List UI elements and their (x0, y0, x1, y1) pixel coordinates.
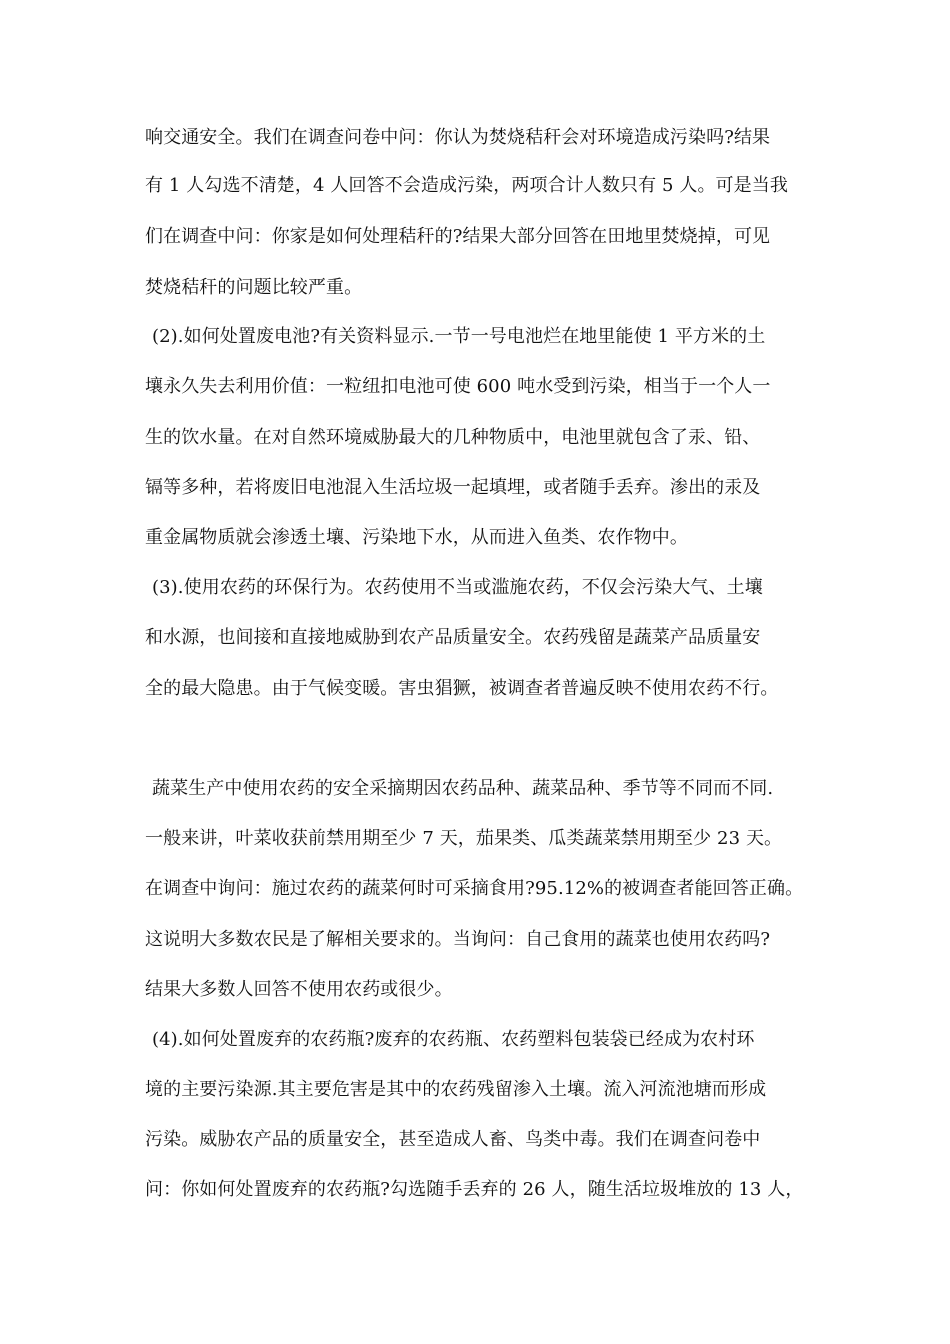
text-line-9: 重金属物质就会渗透土壤、污染地下水，从而进入鱼类、农作物中。 (145, 527, 688, 548)
text-line-12: 全的最大隐患。由于气候变暖。害虫猖獗，被调查者普遍反映不使用农药不行。 (145, 678, 779, 699)
text-line-18: (4).如何处置废弃的农药瓶?废弃的农药瓶、农药塑料包装袋已经成为农村环 (152, 1029, 755, 1050)
text-line-14: 一般来讲，叶菜收获前禁用期至少 7 天，茄果类、瓜类蔬菜禁用期至少 23 天。 (145, 828, 783, 849)
text-line-5: (2).如何处置废电池?有关资料显示.一节一号电池烂在地里能使 1 平方米的土 (152, 326, 766, 347)
text-line-21: 问：你如何处置废弃的农药瓶?勾选随手丢弃的 26 人，随生活垃圾堆放的 13 人， (145, 1179, 804, 1200)
text-line-8: 镉等多种，若将废旧电池混入生活垃圾一起填埋，或者随手丢弃。渗出的汞及 (145, 477, 761, 498)
text-line-2: 有 1 人勾选不清楚，4 人回答不会造成污染，两项合计人数只有 5 人。可是当我 (145, 175, 788, 196)
text-line-16: 这说明大多数农民是了解相关要求的。当询问：自己食用的蔬菜也使用农药吗? (145, 929, 771, 950)
text-line-20: 污染。威胁农产品的质量安全，甚至造成人畜、鸟类中毒。我们在调查问卷中 (145, 1129, 761, 1150)
text-line-1: 响交通安全。我们在调查问卷中问：你认为焚烧秸秆会对环境造成污染吗?结果 (145, 127, 771, 148)
text-line-7: 生的饮水量。在对自然环境威胁最大的几种物质中，电池里就包含了汞、铅、 (145, 427, 761, 448)
text-line-19: 境的主要污染源.其主要危害是其中的农药残留渗入土壤。流入河流池塘而形成 (145, 1079, 767, 1100)
text-line-15: 在调查中询问：施过农药的蔬菜何时可采摘食用?95.12%的被调查者能回答正确。 (145, 878, 804, 899)
text-line-4: 焚烧秸秆的问题比较严重。 (145, 277, 363, 298)
text-line-10: (3).使用农药的环保行为。农药使用不当或滥施农药，不仅会污染大气、土壤 (152, 577, 763, 598)
text-line-13: 蔬菜生产中使用农药的安全采摘期因农药品种、蔬菜品种、季节等不同而不同. (152, 778, 774, 799)
text-line-11: 和水源，也间接和直接地威胁到农产品质量安全。农药残留是蔬菜产品质量安 (145, 627, 761, 648)
text-line-3: 们在调查中问：你家是如何处理秸秆的?结果大部分回答在田地里焚烧掉，可见 (145, 226, 771, 247)
text-line-6: 壤永久失去利用价值：一粒纽扣电池可使 600 吨水受到污染，相当于一个人一 (145, 376, 771, 397)
text-line-17: 结果大多数人回答不使用农药或很少。 (145, 979, 453, 1000)
